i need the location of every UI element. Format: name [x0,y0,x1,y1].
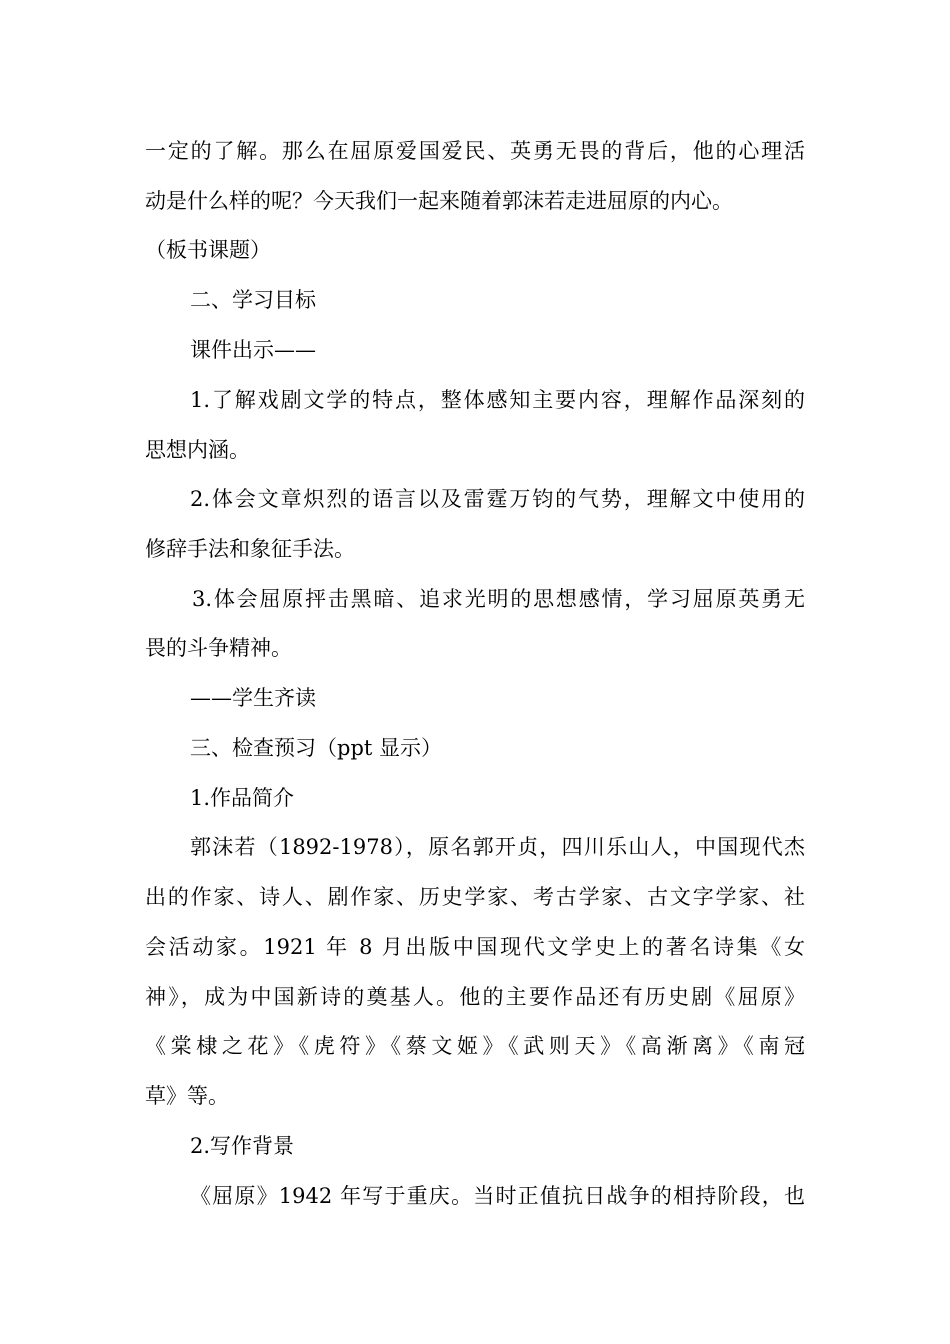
paragraph-line: 《屈原》1942 年写于重庆。当时正值抗日战争的相持阶段，也 [190,1184,805,1208]
paragraph-line: 会活动家。1921 年 8 月出版中国现代文学史上的著名诗集《女 [145,935,805,959]
subsection-heading: 2.写作背景 [190,1134,295,1158]
section-heading: 二、学习目标 [190,288,316,312]
paragraph-line: （板书课题） [145,238,271,262]
paragraph-line: 郭沫若（1892-1978），原名郭开贞，四川乐山人，中国现代杰 [190,835,805,859]
paragraph-line: 课件出示—— [190,338,316,362]
paragraph-line: 一定的了解。那么在屈原爱国爱民、英勇无畏的背后，他的心理活 [145,139,805,163]
subsection-heading: 1.作品简介 [190,786,295,810]
paragraph-line: 草》等。 [145,1084,229,1108]
paragraph-line: 动是什么样的呢？今天我们一起来随着郭沫若走进屈原的内心。 [145,189,733,213]
list-item: 1.了解戏剧文学的特点，整体感知主要内容，理解作品深刻的 [190,388,805,412]
section-heading: 三、检查预习（ppt 显示） [190,736,442,760]
list-item: 2.体会文章炽烈的语言以及雷霆万钧的气势，理解文中使用的 [190,487,805,511]
paragraph-line: 出的作家、诗人、剧作家、历史学家、考古学家、古文字学家、社 [145,885,805,909]
paragraph-line: ——学生齐读 [190,686,316,710]
paragraph-line: 修辞手法和象征手法。 [145,537,355,561]
list-item: 3.体会屈原抨击黑暗、追求光明的思想感情，学习屈原英勇无 [192,587,805,611]
paragraph-line: 《棠棣之花》《虎符》《蔡文姬》《武则天》《高渐离》《南冠 [145,1034,805,1058]
paragraph-line: 思想内涵。 [145,438,250,462]
paragraph-line: 畏的斗争精神。 [145,636,292,660]
paragraph-line: 神》，成为中国新诗的奠基人。他的主要作品还有历史剧《屈原》 [145,985,805,1009]
